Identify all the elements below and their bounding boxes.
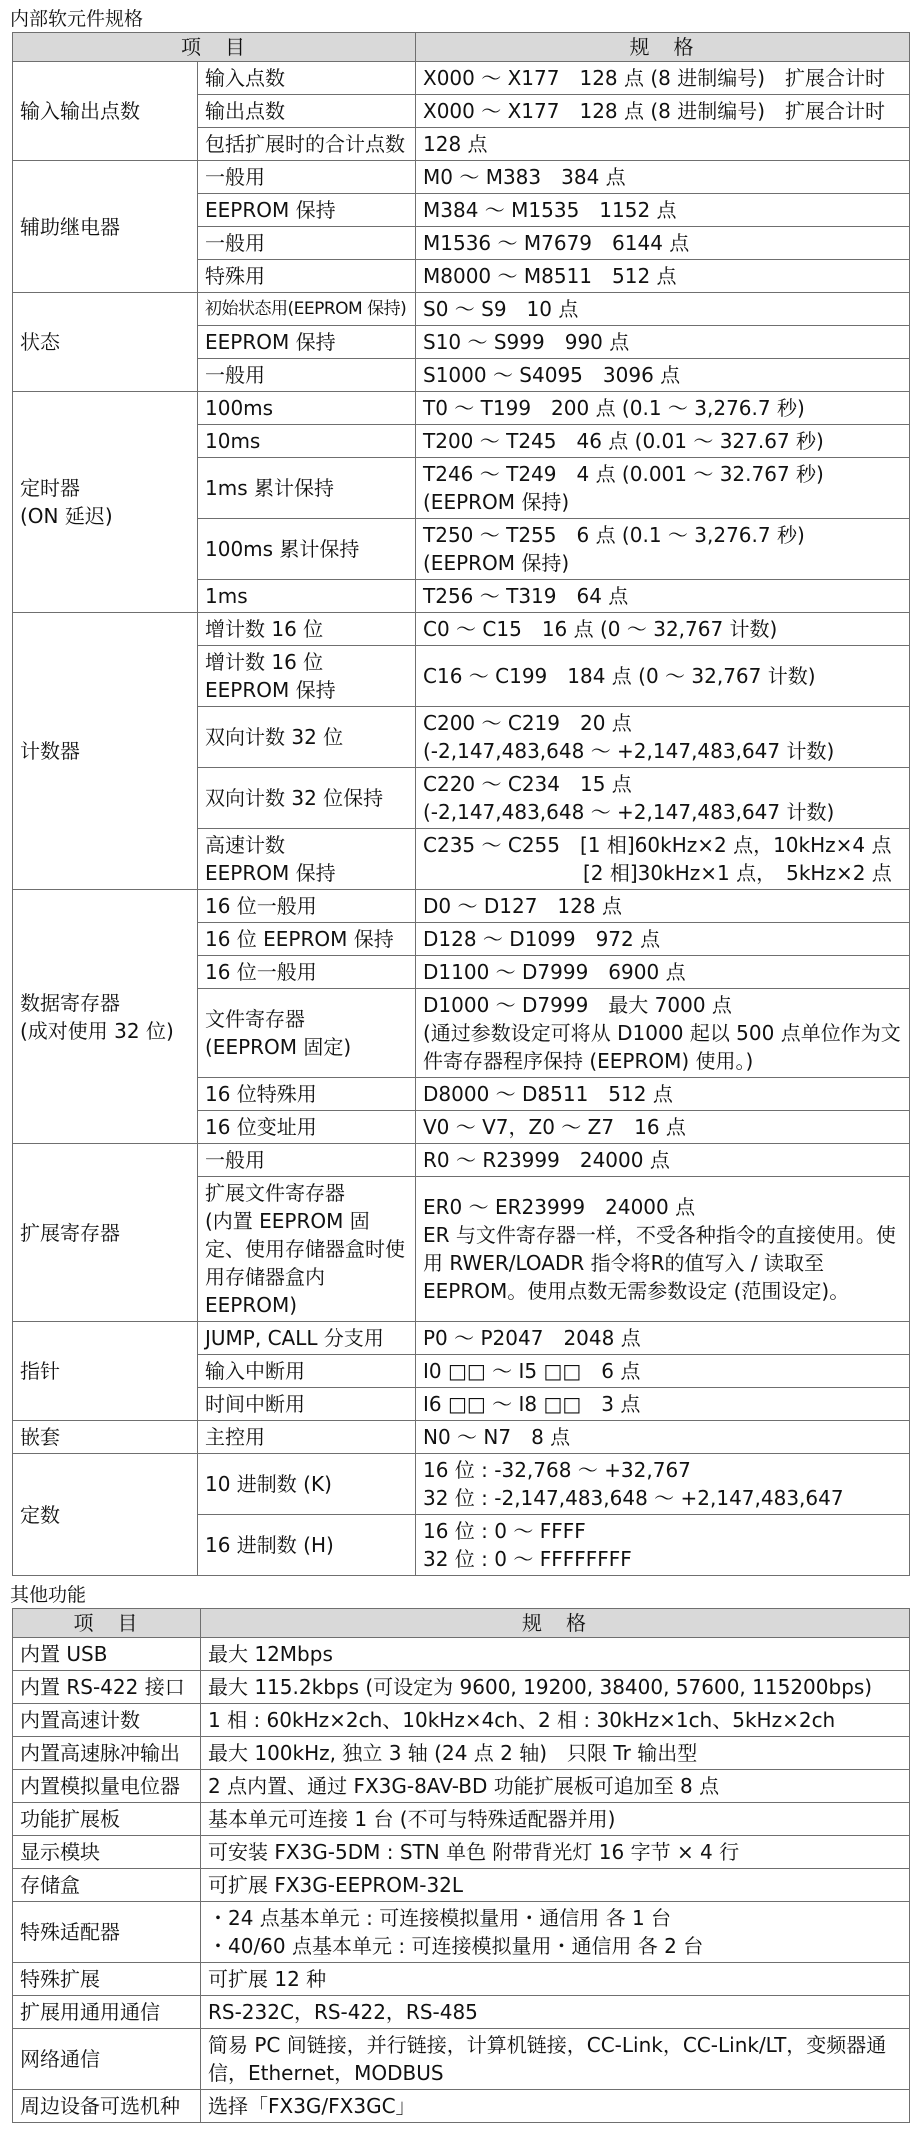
item-cell: 初始状态用(EEPROM 保持) [198,293,416,326]
item-cell: 一般用 [198,161,416,194]
spec-cell: 选择「FX3G/FX3GC」 [201,2090,910,2123]
table-row [13,1770,910,1803]
spec-cell: RS-232C，RS-422，RS-485 [201,1996,910,2029]
item-cell: 增计数 16 位 [198,613,416,646]
spec-cell: D1100 ～ D7999 6900 点 [416,956,910,989]
spec-cell: D8000 ～ D8511 512 点 [416,1078,910,1111]
item-cell: 文件寄存器 (EEPROM 固定) [198,989,416,1078]
item-cell: 16 位一般用 [198,890,416,923]
category-cell: 扩展寄存器 [13,1144,198,1322]
spec-cell: 可扩展 FX3G-EEPROM-32L [201,1869,910,1902]
item-cell: 内置模拟量电位器 [13,1770,201,1803]
spec-cell: 简易 PC 间链接，并行链接，计算机链接，CC-Link，CC-Link/LT，变频器通信，Ethernet，MODBUS [201,2029,910,2090]
item-cell: 双向计数 32 位 [198,707,416,768]
spec-cell: C200 ～ C219 20 点 (-2,147,483,648 ～ +2,147,483,647 计数) [416,707,910,768]
item-cell: 16 位变址用 [198,1111,416,1144]
item-cell: 主控用 [198,1421,416,1454]
spec-cell: 基本单元可连接 1 台 (不可与特殊适配器并用) [201,1803,910,1836]
item-cell: 特殊适配器 [13,1902,201,1963]
spec-cell: S10 ～ S999 990 点 [416,326,910,359]
category-cell: 数据寄存器 (成对使用 32 位) [13,890,198,1144]
table-row [13,1421,910,1454]
table-row [13,1963,910,1996]
item-cell: 1ms [198,580,416,613]
spec-cell: ER0 ～ ER23999 24000 点 ER 与文件寄存器一样，不受各种指令的直接使用。使用 RWER/LOADR 指令将R的值写入 / 读取至 EEPROM。使用点数无需参数设定 (范围设定)。 [416,1177,910,1322]
item-cell: 一般用 [198,359,416,392]
header-spec: 规 格 [416,33,910,62]
table-row [13,1671,910,1704]
category-cell: 状态 [13,293,198,392]
item-cell: 内置高速脉冲输出 [13,1737,201,1770]
spec-cell: 最大 115.2kbps (可设定为 9600, 19200, 38400, 57600, 115200bps) [201,1671,910,1704]
spec-cell: C16 ～ C199 184 点 (0 ～ 32,767 计数) [416,646,910,707]
spec-cell: X000 ～ X177 128 点 (8 进制编号) 扩展合计时 [416,95,910,128]
header-spec: 规 格 [201,1609,910,1638]
category-cell: 定数 [13,1454,198,1576]
spec-cell: D0 ～ D127 128 点 [416,890,910,923]
item-cell: 周边设备可选机种 [13,2090,201,2123]
spec-cell: T246 ～ T249 4 点 (0.001 ～ 32.767 秒) (EEPROM 保持) [416,458,910,519]
spec-cell: P0 ～ P2047 2048 点 [416,1322,910,1355]
table-row [13,1704,910,1737]
spec-cell: S0 ～ S9 10 点 [416,293,910,326]
item-cell: 存储盒 [13,1869,201,1902]
spec-cell: C0 ～ C15 16 点 (0 ～ 32,767 计数) [416,613,910,646]
item-cell: 1ms 累计保持 [198,458,416,519]
item-cell: 100ms [198,392,416,425]
table-row [13,1322,910,1355]
spec-cell: 1 相 : 60kHz×2ch、10kHz×4ch、2 相 : 30kHz×1ch、5kHz×2ch [201,1704,910,1737]
category-cell: 指针 [13,1322,198,1421]
item-cell: 一般用 [198,227,416,260]
spec-cell: I0 □□ ～ I5 □□ 6 点 [416,1355,910,1388]
item-cell: 16 位一般用 [198,956,416,989]
spec-cell: T0 ～ T199 200 点 (0.1 ～ 3,276.7 秒) [416,392,910,425]
item-cell: 10ms [198,425,416,458]
item-cell: 100ms 累计保持 [198,519,416,580]
table-row [13,1737,910,1770]
table-header-row [13,33,910,62]
spec-cell: 最大 12Mbps [201,1638,910,1671]
table-row [13,1869,910,1902]
spec-cell: T250 ～ T255 6 点 (0.1 ～ 3,276.7 秒) (EEPROM 保持) [416,519,910,580]
item-cell: 16 进制数 (H) [198,1515,416,1576]
table-row [13,2029,910,2090]
spec-cell: C220 ～ C234 15 点 (-2,147,483,648 ～ +2,147,483,647 计数) [416,768,910,829]
item-cell: 一般用 [198,1144,416,1177]
table-row [13,1803,910,1836]
item-cell: 输入点数 [198,62,416,95]
spec-cell: R0 ～ R23999 24000 点 [416,1144,910,1177]
spec-cell: M384 ～ M1535 1152 点 [416,194,910,227]
spec-cell: X000 ～ X177 128 点 (8 进制编号) 扩展合计时 [416,62,910,95]
table-row [13,1144,910,1177]
item-cell: JUMP, CALL 分支用 [198,1322,416,1355]
item-cell: 网络通信 [13,2029,201,2090]
table-row [13,161,910,194]
spec-cell: M1536 ～ M7679 6144 点 [416,227,910,260]
item-cell: 16 位 EEPROM 保持 [198,923,416,956]
item-cell: 特殊扩展 [13,1963,201,1996]
section-other-functions [0,1576,919,2123]
category-cell: 计数器 [13,613,198,890]
item-cell: 扩展文件寄存器 (内置 EEPROM 固定、使用存储器盒时使用存储器盒内 EEPROM) [198,1177,416,1322]
item-cell: EEPROM 保持 [198,326,416,359]
item-cell: 双向计数 32 位保持 [198,768,416,829]
table-row [13,392,910,425]
item-cell: 输出点数 [198,95,416,128]
item-cell: 特殊用 [198,260,416,293]
spec-cell: 可安装 FX3G-5DM : STN 单色 附带背光灯 16 字节 × 4 行 [201,1836,910,1869]
item-cell: 输入中断用 [198,1355,416,1388]
item-cell: 扩展用通用通信 [13,1996,201,2029]
item-cell: 10 进制数 (K) [198,1454,416,1515]
table-row [13,1454,910,1515]
spec-cell: I6 □□ ～ I8 □□ 3 点 [416,1388,910,1421]
item-cell: 内置 RS-422 接口 [13,1671,201,1704]
table-row [13,62,910,95]
table-row [13,613,910,646]
section-title: 其他功能 [10,1584,87,1606]
item-cell: 时间中断用 [198,1388,416,1421]
item-cell: 显示模块 [13,1836,201,1869]
category-cell: 输入输出点数 [13,62,198,161]
item-cell: 高速计数 EEPROM 保持 [198,829,416,890]
spec-cell: 128 点 [416,128,910,161]
spec-cell: 2 点内置、通过 FX3G-8AV-BD 功能扩展板可追加至 8 点 [201,1770,910,1803]
spec-cell: N0 ～ N7 8 点 [416,1421,910,1454]
table-row [13,293,910,326]
spec-cell: 16 位 : 0 ～ FFFF 32 位 : 0 ～ FFFFFFFF [416,1515,910,1576]
item-cell: 功能扩展板 [13,1803,201,1836]
spec-cell: 可扩展 12 种 [201,1963,910,1996]
spec-cell: T200 ～ T245 46 点 (0.01 ～ 327.67 秒) [416,425,910,458]
item-cell: 包括扩展时的合计点数 [198,128,416,161]
item-cell: 增计数 16 位 EEPROM 保持 [198,646,416,707]
header-item: 项 目 [13,33,416,62]
table-row [13,890,910,923]
table-header-row [13,1609,910,1638]
table-row [13,1638,910,1671]
item-cell: 内置 USB [13,1638,201,1671]
item-cell: 16 位特殊用 [198,1078,416,1111]
table-row [13,1902,910,1963]
spec-cell: T256 ～ T319 64 点 [416,580,910,613]
spec-cell: ・24 点基本单元 : 可连接模拟量用・通信用 各 1 台 ・40/60 点基本单元 : 可连接模拟量用・通信用 各 2 台 [201,1902,910,1963]
spec-cell: S1000 ～ S4095 3096 点 [416,359,910,392]
header-item: 项 目 [13,1609,201,1638]
spec-cell: M0 ～ M383 384 点 [416,161,910,194]
spec-cell: 最大 100kHz, 独立 3 轴 (24 点 2 轴) 只限 Tr 输出型 [201,1737,910,1770]
spec-cell: C235 ～ C255 [1 相]60kHz×2 点，10kHz×4 点 [2 相]30kHz×1 点， 5kHz×2 点 [416,829,910,890]
item-cell: 内置高速计数 [13,1704,201,1737]
spec-cell: V0 ～ V7，Z0 ～ Z7 16 点 [416,1111,910,1144]
table-row [13,2090,910,2123]
item-cell: EEPROM 保持 [198,194,416,227]
category-cell: 辅助继电器 [13,161,198,293]
other-functions-table [12,1608,910,2123]
section-title: 内部软元件规格 [10,8,144,30]
table-row [13,1996,910,2029]
spec-cell: 16 位 : -32,768 ～ +32,767 32 位 : -2,147,483,648 ～ +2,147,483,647 [416,1454,910,1515]
category-cell: 定时器 (ON 延迟) [13,392,198,613]
spec-cell: M8000 ～ M8511 512 点 [416,260,910,293]
category-cell: 嵌套 [13,1421,198,1454]
internal-device-spec-table [12,32,910,1576]
spec-cell: D128 ～ D1099 972 点 [416,923,910,956]
table-row [13,1836,910,1869]
spec-cell: D1000 ～ D7999 最大 7000 点 (通过参数设定可将从 D1000 起以 500 点单位作为文件寄存器程序保持 (EEPROM) 使用。) [416,989,910,1078]
